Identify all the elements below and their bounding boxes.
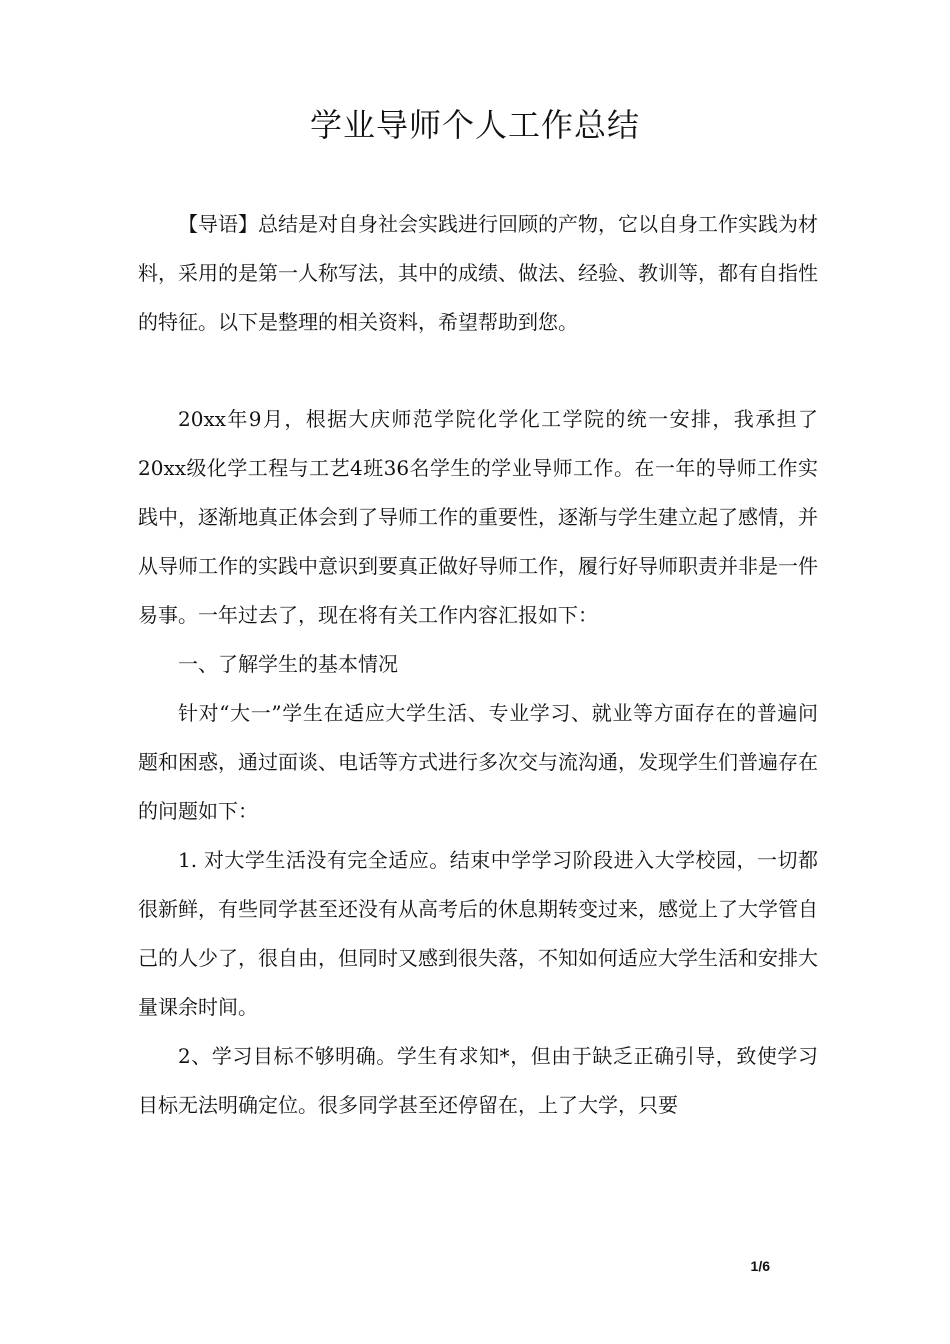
body-paragraph: 20xx年9月，根据大庆师范学院化学化工学院的统一安排，我承担了20xx级化学工程与工艺4班36名学生的学业导师工作。在一年的导师工作实践中，逐渐地真正体会到了导师工作的重要性，逐渐与学生建立起了感情，并从导师工作的实践中意识到要真正做好导师工作，履行好导师职责并非是一件易事。一年过去了，现在将有关工作内容汇报如下：	[138, 407, 818, 627]
list-item: 2、学习目标不够明确。学生有求知*，但由于缺乏正确引导，致使学习目标无法明确定位。很多同学甚至还停留在，上了大学，只要	[138, 1044, 818, 1117]
section-heading: 一、了解学生的基本情况	[178, 652, 398, 676]
page-number: 1/6	[750, 1258, 770, 1274]
document-body	[138, 200, 818, 1130]
document-title: 学业导师个人工作总结	[309, 106, 640, 144]
body-paragraph: 针对“大一”学生在适应大学生活、专业学习、就业等方面存在的普遍问题和困惑，通过面谈、电话等方式进行多次交与流沟通，发现学生们普遍存在的问题如下：	[138, 701, 818, 823]
intro-paragraph: 【导语】总结是对自身社会实践进行回顾的产物，它以自身工作实践为材料，采用的是第一人称写法，其中的成绩、做法、经验、教训等，都有自指性的特征。以下是整理的相关资料，希望帮助到您。	[138, 212, 818, 334]
list-item: 1. 对大学生活没有完全适应。结束中学学习阶段进入大学校园，一切都很新鲜，有些同学甚至还没有从高考后的休息期转变过来，感觉上了大学管自己的人少了，很自由，但同时又感到很失落，不知如何适应大学生活和安排大量课余时间。	[138, 848, 818, 1019]
